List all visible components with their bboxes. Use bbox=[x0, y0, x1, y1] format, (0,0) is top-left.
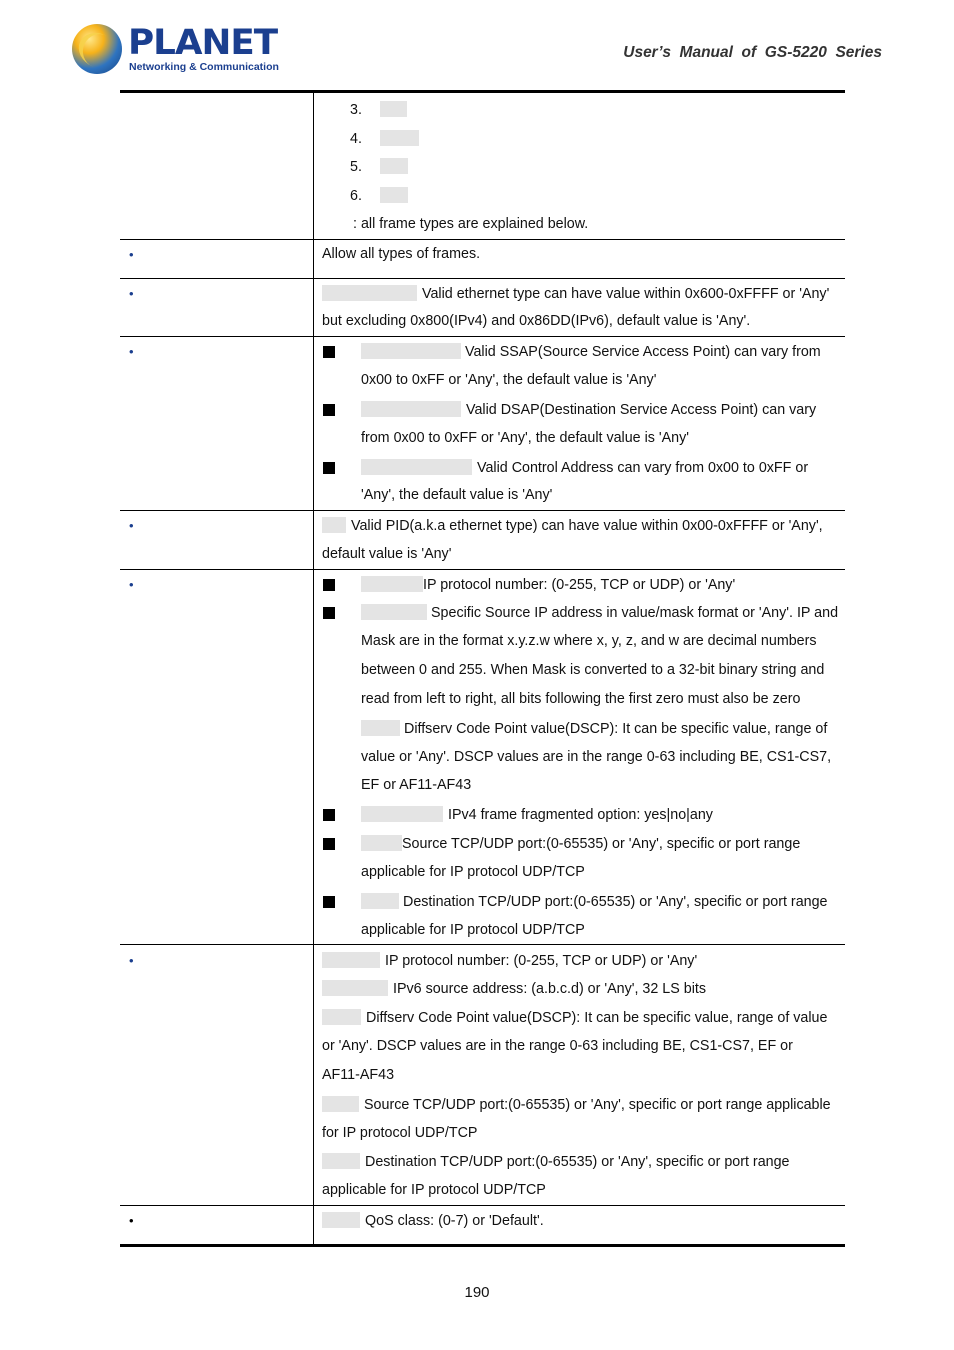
ipv6-sport-description: Source TCP/UDP port:(0-65535) or 'Any', specific or port range applicable bbox=[322, 1096, 831, 1114]
bullet: • bbox=[129, 577, 134, 592]
ipv4-fragment-description: IPv4 frame fragmented option: yes|no|any bbox=[361, 806, 713, 824]
ipv4-sip-description-cont: read from left to right, all bits following the first zero must also be zero bbox=[361, 691, 801, 707]
frame-type-note: : all frame types are explained below. bbox=[353, 216, 589, 232]
ipv4-sip-description-cont: between 0 and 255. When Mask is converted to a 32-bit binary string and bbox=[361, 662, 825, 678]
ipv6-dscp-description: Diffserv Code Point value(DSCP): It can be specific value, range of value bbox=[322, 1009, 827, 1027]
row-divider bbox=[120, 510, 845, 511]
document-title: User’s Manual of GS-5220 Series bbox=[623, 44, 882, 61]
planet-logo bbox=[72, 23, 279, 78]
ipv4-dscp-description-cont: EF or AF11-AF43 bbox=[361, 777, 472, 793]
ipv4-sport-description: Source TCP/UDP port:(0-65535) or 'Any', specific or port range bbox=[361, 835, 800, 853]
dsap-description: Valid DSAP(Destination Service Access Point) can vary bbox=[361, 401, 816, 419]
table-top-rule bbox=[120, 90, 845, 93]
page-number: 190 bbox=[464, 1284, 490, 1301]
row-divider bbox=[120, 239, 845, 240]
logo-subtitle: Networking & Communication bbox=[129, 61, 279, 73]
ipv4-protocol-description: IP protocol number: (0-255, TCP or UDP) or 'Any' bbox=[361, 576, 735, 594]
ipv6-sip-description: IPv6 source address: (a.b.c.d) or 'Any', 32 LS bits bbox=[322, 980, 706, 998]
square-bullet-icon bbox=[323, 579, 335, 591]
ipv6-dscp-description-cont: AF11-AF43 bbox=[322, 1067, 395, 1083]
bullet: • bbox=[129, 344, 134, 359]
bullet: • bbox=[129, 518, 134, 533]
square-bullet-icon bbox=[323, 607, 335, 619]
ipv4-sport-description-cont: applicable for IP protocol UDP/TCP bbox=[361, 864, 585, 880]
dsap-description-cont: from 0x00 to 0xFF or 'Any', the default value is 'Any' bbox=[361, 430, 689, 446]
ipv6-dport-description-cont: applicable for IP protocol UDP/TCP bbox=[322, 1182, 546, 1198]
bullet: • bbox=[129, 247, 134, 262]
square-bullet-icon bbox=[323, 896, 335, 908]
ssap-description-cont: 0x00 to 0xFF or 'Any', the default value is 'Any' bbox=[361, 372, 657, 388]
row-divider bbox=[120, 278, 845, 279]
bullet: • bbox=[129, 1213, 134, 1228]
table-bottom-rule bbox=[120, 1244, 845, 1247]
ipv6-dscp-description-cont: or 'Any'. DSCP values are in the range 0-63 including BE, CS1-CS7, EF or bbox=[322, 1038, 793, 1054]
row-divider bbox=[120, 1205, 845, 1206]
ipv6-dport-description: Destination TCP/UDP port:(0-65535) or 'Any', specific or port range bbox=[322, 1153, 790, 1171]
ipv4-dport-description: Destination TCP/UDP port:(0-65535) or 'Any', specific or port range bbox=[361, 893, 828, 911]
list-item: 6. bbox=[350, 187, 408, 205]
square-bullet-icon bbox=[323, 346, 335, 358]
qos-class-description: QoS class: (0-7) or 'Default'. bbox=[322, 1212, 544, 1230]
bullet: • bbox=[129, 953, 134, 968]
list-item: 5. bbox=[350, 158, 408, 176]
row-divider bbox=[120, 569, 845, 570]
square-bullet-icon bbox=[323, 462, 335, 474]
table-column-divider bbox=[313, 93, 314, 1244]
ipv4-dscp-description-cont: value or 'Any'. DSCP values are in the range 0-63 including BE, CS1-CS7, bbox=[361, 749, 832, 765]
logo-wordmark: PLANET bbox=[128, 23, 278, 63]
ipv6-protocol-description: IP protocol number: (0-255, TCP or UDP) or 'Any' bbox=[322, 952, 697, 970]
control-description-cont: 'Any', the default value is 'Any' bbox=[361, 487, 553, 503]
ipv4-sip-description-cont: Mask are in the format x.y.z.w where x, y, z, and w are decimal numbers bbox=[361, 633, 817, 649]
ipv6-sport-description-cont: for IP protocol UDP/TCP bbox=[322, 1125, 478, 1141]
ssap-description: Valid SSAP(Source Service Access Point) can vary from bbox=[361, 343, 821, 361]
list-item: 3. bbox=[350, 101, 407, 119]
square-bullet-icon bbox=[323, 838, 335, 850]
pid-description: Valid PID(a.k.a ethernet type) can have value within 0x00-0xFFFF or 'Any', bbox=[322, 517, 823, 535]
pid-description-cont: default value is 'Any' bbox=[322, 546, 452, 562]
ipv4-dscp-description: Diffserv Code Point value(DSCP): It can be specific value, range of bbox=[361, 720, 827, 738]
square-bullet-icon bbox=[323, 809, 335, 821]
square-bullet-icon bbox=[323, 404, 335, 416]
any-frame-description: Allow all types of frames. bbox=[322, 246, 481, 262]
ipv4-dport-description-cont: applicable for IP protocol UDP/TCP bbox=[361, 922, 585, 938]
list-item: 4. bbox=[350, 130, 419, 148]
row-divider bbox=[120, 336, 845, 337]
control-description: Valid Control Address can vary from 0x00 to 0xFF or bbox=[361, 459, 808, 477]
bullet: • bbox=[129, 286, 134, 301]
row-divider bbox=[120, 944, 845, 945]
ethernet-type-description-cont: but excluding 0x800(IPv4) and 0x86DD(IPv6), default value is 'Any'. bbox=[322, 313, 751, 329]
ethernet-type-description: Valid ethernet type can have value within 0x600-0xFFFF or 'Any' bbox=[322, 285, 829, 303]
ipv4-sip-description: Specific Source IP address in value/mask format or 'Any'. IP and bbox=[361, 604, 838, 622]
